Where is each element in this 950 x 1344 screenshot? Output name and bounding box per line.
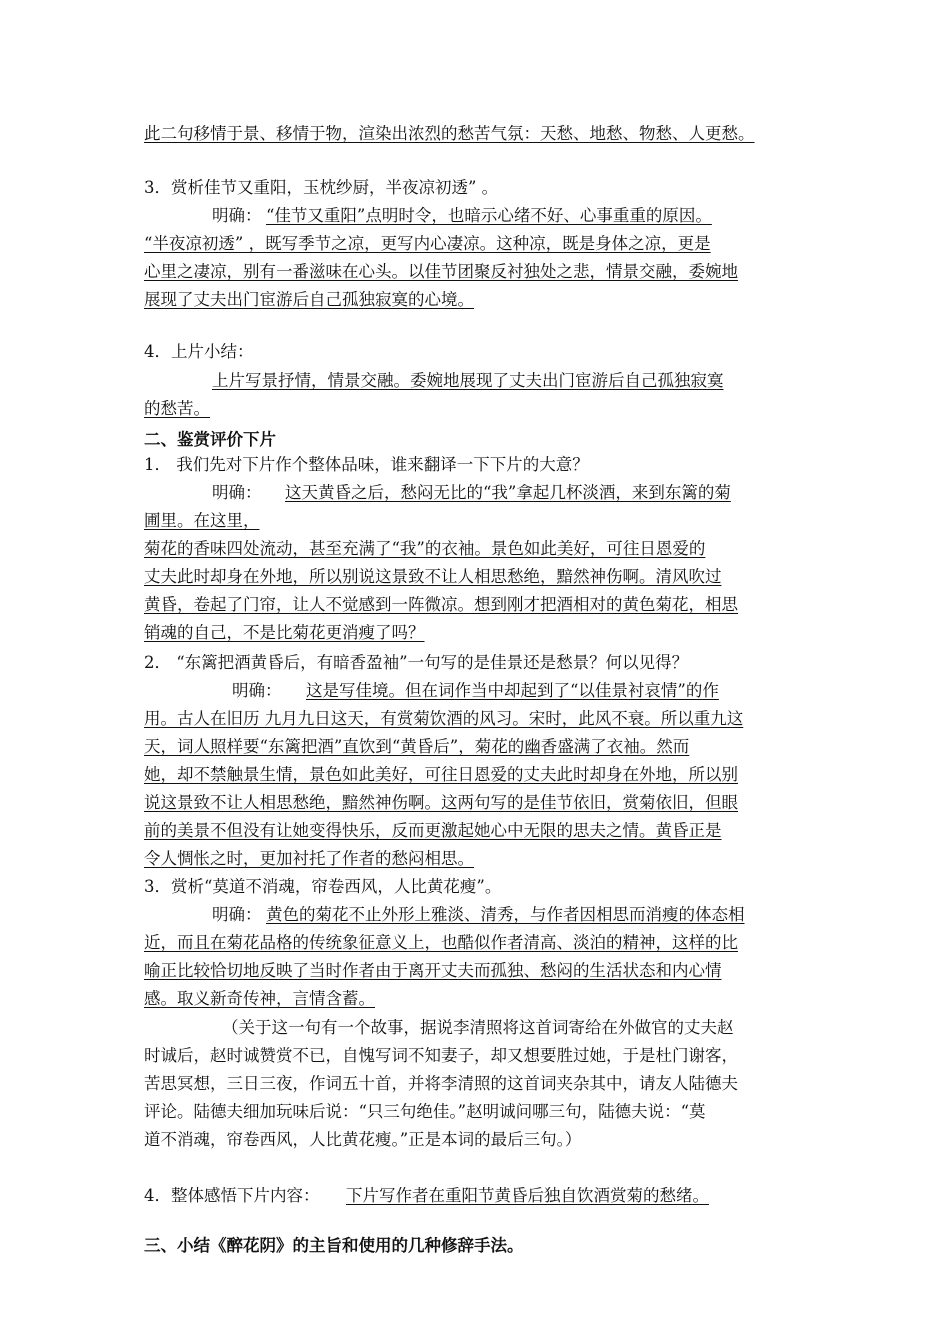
answer-text: 用。古人在旧历 九月九日这天，有赏菊饮酒的风习。宋时，此风不衰。所以重九这 [144,709,744,728]
story-text: （关于这一句有一个故事，据说李清照将这首词寄给在外做官的丈夫赵 [222,1018,734,1037]
question-4-heading: 4．上片小结： [144,342,254,361]
answer-label: 明确： [232,681,282,700]
answer-text: 黄昏，卷起了门帘，让人不觉感到一阵微凉。想到刚才把酒相对的黄色菊花，相思 [144,595,738,614]
summary-text: 上片写景抒情，情景交融。委婉地展现了丈夫出门宦游后自己孤独寂寞 [212,371,724,390]
story-text: 评论。陆德夫细加玩味后说：“只三句绝佳。”赵明诚问哪三句，陆德夫说：“莫 [144,1102,706,1121]
question-4-label: 4．整体感悟下片内容： [144,1186,320,1205]
answer-text: 丈夫此时却身在外地，所以别说这景致不让人相思愁绝，黯然神伤啊。清风吹过 [144,567,722,586]
story-text: 时诚后，赵时诚赞赏不已，自愧写词不知妻子，却又想要胜过她，于是杜门谢客， [144,1046,738,1065]
answer-label: 明确： [212,483,262,502]
question-2: 2． “东篱把酒黄昏后，有暗香盈袖”一句写的是佳景还是愁景？何以见得？ [144,653,689,672]
story-text: 苦思冥想，三日三夜，作词五十首，并将李清照的这首词夹杂其中，请友人陆德夫 [144,1074,738,1093]
answer-text: 圃里。在这里， [144,511,260,530]
answer-text: 感。取义新奇传神，言情含蓄。 [144,989,375,1008]
section-3-heading: 三、小结《醉花阴》的主旨和使用的几种修辞手法。 [144,1236,524,1255]
answer-text: 近，而且在菊花品格的传统象征意义上，也酷似作者清高、淡泊的精神，这样的比 [144,933,738,952]
answer-text: 这是写佳境。但在词作当中却起到了“以佳景衬哀情”的作 [306,681,719,700]
answer-text: 令人惆怅之时，更加衬托了作者的愁闷相思。 [144,849,474,868]
answer-text: 黄色的菊花不止外形上雅淡、清秀，与作者因相思而消瘦的体态相 [266,905,745,924]
text-line: 此二句移情于景、移情于物，渲染出浓烈的愁苦气氛：天愁、地愁、物愁、人更愁。 [144,124,755,143]
answer-text: “佳节又重阳”点明时令，也暗示心绪不好、心事重重的原因。 [266,206,712,225]
answer-text: 销魂的自己，不是比菊花更消瘦了吗？ [144,623,425,642]
answer-text: 喻正比较恰切地反映了当时作者由于离开丈夫而孤独、愁闷的生活状态和内心情 [144,961,722,980]
answer-text: 这天黄昏之后，愁闷无比的“我”拿起几杯淡酒，来到东篱的菊 [285,483,731,502]
answer-text: 她，却不禁触景生情，景色如此美好，可往日恩爱的丈夫此时却身在外地，所以别 [144,765,738,784]
story-text: 道不消魂，帘卷西风，人比黄花瘦。”正是本词的最后三句。） [144,1130,582,1149]
answer-text: 展现了丈夫出门宦游后自己孤独寂寞的心境。 [144,290,474,309]
answer-text: 说这景致不让人相思愁绝，黯然神伤啊。这两句写的是佳节依旧，赏菊依旧，但眼 [144,793,738,812]
answer-text: 菊花的香味四处流动，甚至充满了“我”的衣袖。景色如此美好，可往日恩爱的 [144,539,706,558]
answer-text: 天，词人照样要“东篱把酒”直饮到“黄昏后”，菊花的幽香盛满了衣袖。然而 [144,737,690,756]
question-1: 1． 我们先对下片作个整体品味，谁来翻译一下下片的大意？ [144,455,589,474]
question-3-heading: 3．赏析佳节又重阳，玉枕纱厨，半夜凉初透” 。 [144,178,499,197]
answer-text: “半夜凉初透” ，既写季节之凉，更写内心凄凉。这种凉，既是身体之凉，更是 [144,234,711,253]
section-2-heading: 二、鉴赏评价下片 [144,430,276,449]
answer-label: 明确： [212,905,262,924]
answer-text: 下片写作者在重阳节黄昏后独自饮酒赏菊的愁绪。 [346,1186,709,1205]
answer-text: 心里之凄凉，别有一番滋味在心头。以佳节团聚反衬独处之悲，情景交融，委婉地 [144,262,738,281]
question-3: 3．赏析“莫道不消魂，帘卷西风，人比黄花瘦”。 [144,877,502,896]
answer-label: 明确： [212,206,262,225]
summary-text: 的愁苦。 [144,399,210,418]
answer-text: 前的美景不但没有让她变得快乐，反而更激起她心中无限的思夫之情。黄昏正是 [144,821,722,840]
